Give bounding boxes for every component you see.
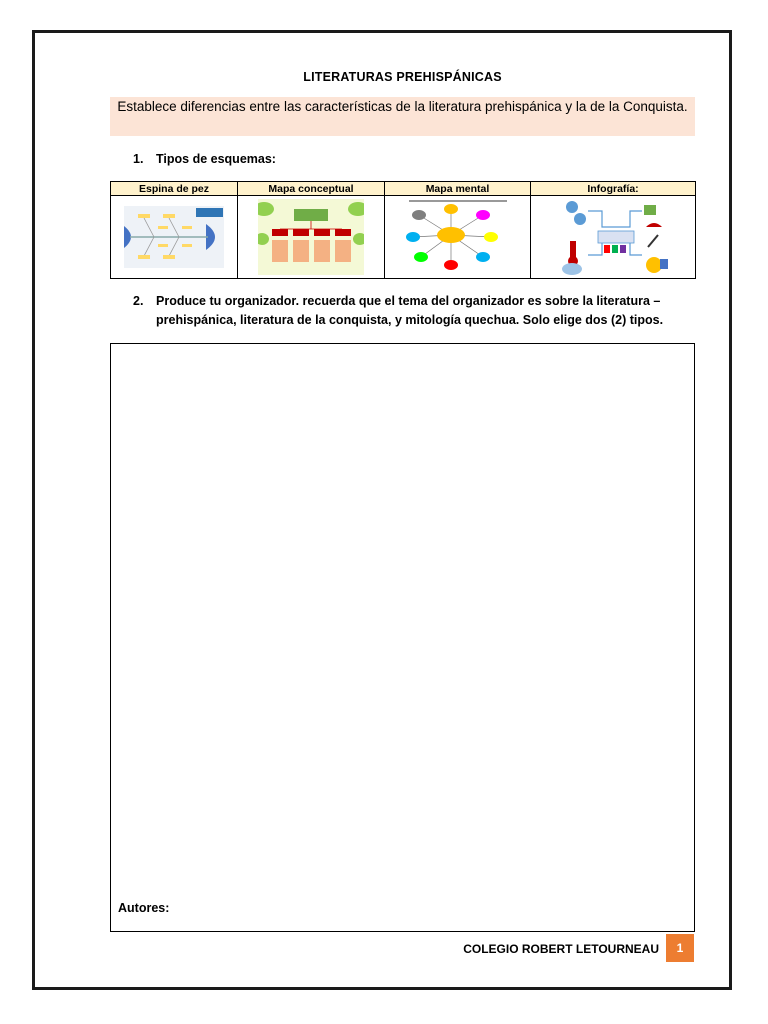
mind-map-image bbox=[399, 199, 517, 275]
header-fishbone: Espina de pez bbox=[111, 182, 238, 196]
concept-map-image bbox=[258, 199, 364, 275]
section-2-bold-text: Produce tu organizador. bbox=[156, 294, 300, 308]
footer-school-name: COLEGIO ROBERT LETOURNEAU bbox=[463, 942, 659, 956]
section-2-paragraph bbox=[133, 292, 693, 330]
cell-mind-map bbox=[385, 196, 531, 279]
document-subtitle: Establece diferencias entre las características de la literatura prehispánica y la de la Conquista. bbox=[110, 97, 695, 136]
header-mind-map: Mapa mental bbox=[385, 182, 531, 196]
document-title: LITERATURAS PREHISPÁNICAS bbox=[303, 70, 502, 84]
section-1-title: Tipos de esquemas: bbox=[156, 152, 276, 166]
cell-fishbone bbox=[111, 196, 238, 279]
infographic-image bbox=[558, 197, 668, 277]
section-2-instructions: recuerda que el tema del organizador es sobre la literatura – prehispánica, literatura de la conquista, y mitología quechua. Solo elige dos (2) tipos. bbox=[156, 294, 664, 327]
section-2-number: 2. bbox=[133, 294, 144, 308]
header-concept-map: Mapa conceptual bbox=[238, 182, 385, 196]
section-1-number: 1. bbox=[133, 152, 144, 166]
organizer-work-area[interactable] bbox=[110, 343, 695, 932]
cell-infographic bbox=[531, 196, 696, 279]
section-1-heading bbox=[133, 152, 276, 166]
table-header-row bbox=[111, 182, 696, 196]
page-number-badge: 1 bbox=[666, 934, 694, 962]
authors-label: Autores: bbox=[118, 901, 170, 915]
schema-types-table bbox=[110, 181, 696, 279]
table-image-row bbox=[111, 196, 696, 279]
header-infographic: Infografía: bbox=[531, 182, 696, 196]
fishbone-diagram-image bbox=[124, 206, 224, 268]
cell-concept-map bbox=[238, 196, 385, 279]
section-2-text bbox=[156, 292, 693, 330]
